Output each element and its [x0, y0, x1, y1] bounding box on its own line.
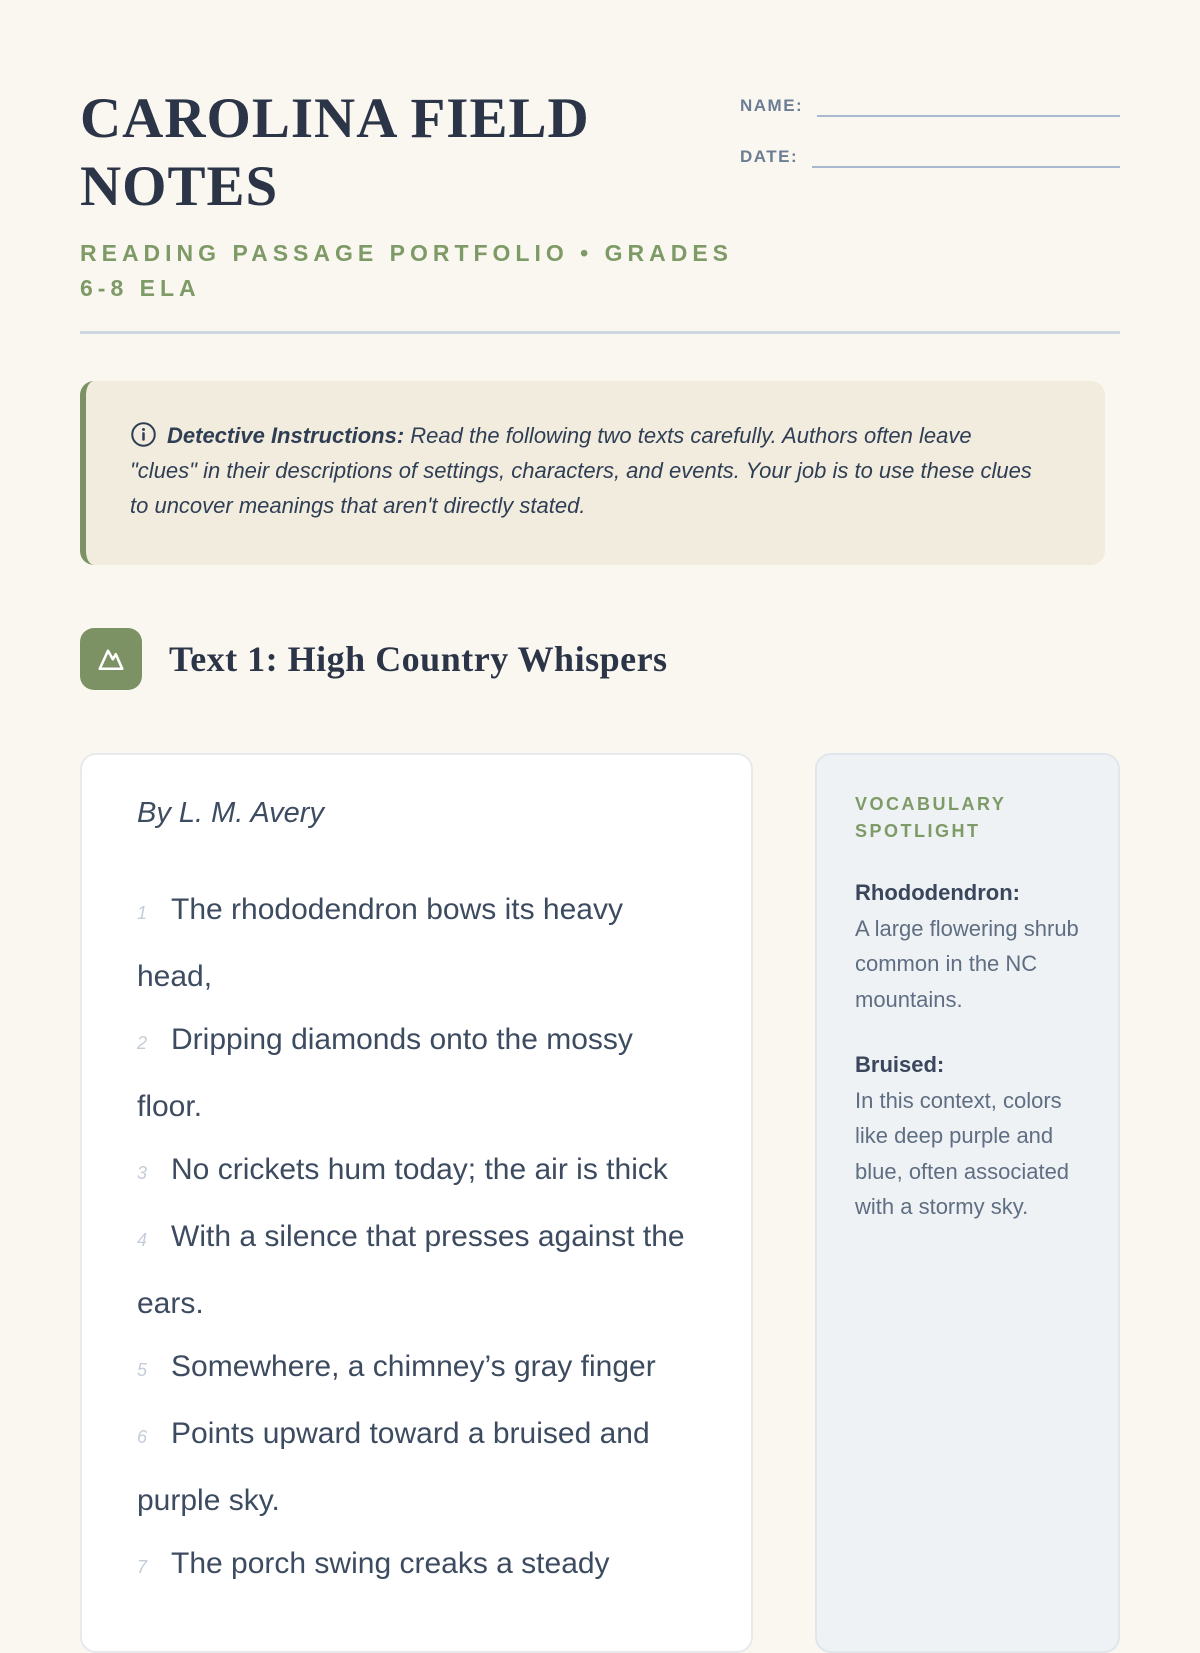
- vocabulary-sidebar: [815, 753, 1120, 1653]
- vocab-entry: [855, 1047, 1080, 1225]
- date-input-line[interactable]: [812, 144, 1120, 168]
- line-number: 3: [137, 1163, 148, 1184]
- line-number: 6: [137, 1427, 148, 1448]
- date-row: [740, 144, 1120, 168]
- header-divider: [80, 331, 1120, 334]
- page-subtitle: READING PASSAGE PORTFOLIO • GRADES 6-8 ELA: [80, 239, 733, 302]
- poem-line-text: With a silence that presses against the ears.: [137, 1220, 685, 1321]
- poem-byline: By L. M. Avery: [137, 797, 324, 830]
- poem-body: [137, 878, 696, 1599]
- mountain-icon: [93, 641, 129, 677]
- student-info-block: [740, 85, 1120, 307]
- poem-line-text: Dripping diamonds onto the mossy floor.: [137, 1023, 633, 1124]
- vocab-entry: [855, 875, 1080, 1017]
- line-number: 1: [137, 903, 148, 924]
- instructions-label: Detective Instructions:: [167, 423, 405, 449]
- mountain-icon-badge: [80, 628, 142, 690]
- poem-line: [137, 878, 696, 1008]
- poem-line: [137, 1008, 696, 1138]
- name-label: NAME:: [740, 96, 804, 115]
- name-input-line[interactable]: [817, 93, 1120, 117]
- name-row: [740, 93, 1120, 117]
- line-number: 5: [137, 1360, 148, 1381]
- poem-line: [137, 1205, 696, 1335]
- instructions-body: Read the following two texts carefully. Authors often leave "clues" in their descriptions of settings, characters, and events. Your job is to use these clues to uncover meanings that aren't directly stated.: [130, 423, 1032, 518]
- line-number: 2: [137, 1033, 148, 1054]
- poem-line-text: The rhododendron bows its heavy head,: [137, 893, 623, 994]
- poem-line: [137, 1138, 696, 1205]
- poem-card: [80, 753, 753, 1653]
- title-block: [80, 85, 740, 307]
- vocab-definition: In this context, colors like deep purple and blue, often associated with a stormy sky.: [855, 1087, 1070, 1220]
- poem-line-text: Points upward toward a bruised and purple sky.: [137, 1417, 650, 1518]
- vocab-term: Bruised:: [855, 1052, 945, 1078]
- vocab-definition: A large flowering shrub common in the NC mountains.: [855, 915, 1079, 1012]
- content-columns: [80, 753, 1120, 1653]
- poem-line-text: Somewhere, a chimney’s gray finger: [171, 1350, 656, 1384]
- page-title: CAROLINA FIELD NOTES: [80, 87, 590, 219]
- info-icon: [130, 421, 157, 448]
- header: [80, 85, 1120, 307]
- poem-line: [137, 1532, 696, 1599]
- instructions-callout: [80, 381, 1105, 565]
- line-number: 7: [137, 1557, 148, 1578]
- vocab-term: Rhododendron:: [855, 880, 1020, 906]
- instructions-text: [130, 419, 1033, 523]
- poem-line-text: No crickets hum today; the air is thick: [171, 1153, 668, 1187]
- poem-line: [137, 1335, 696, 1402]
- vocabulary-title: VOCABULARY SPOTLIGHT: [855, 794, 1007, 842]
- section1-heading: [80, 628, 1120, 690]
- line-number: 4: [137, 1230, 148, 1251]
- poem-line-text: The porch swing creaks a steady: [171, 1547, 610, 1581]
- poem-line: [137, 1402, 696, 1532]
- section1-title: Text 1: High Country Whispers: [169, 639, 668, 680]
- date-label: DATE:: [740, 147, 799, 166]
